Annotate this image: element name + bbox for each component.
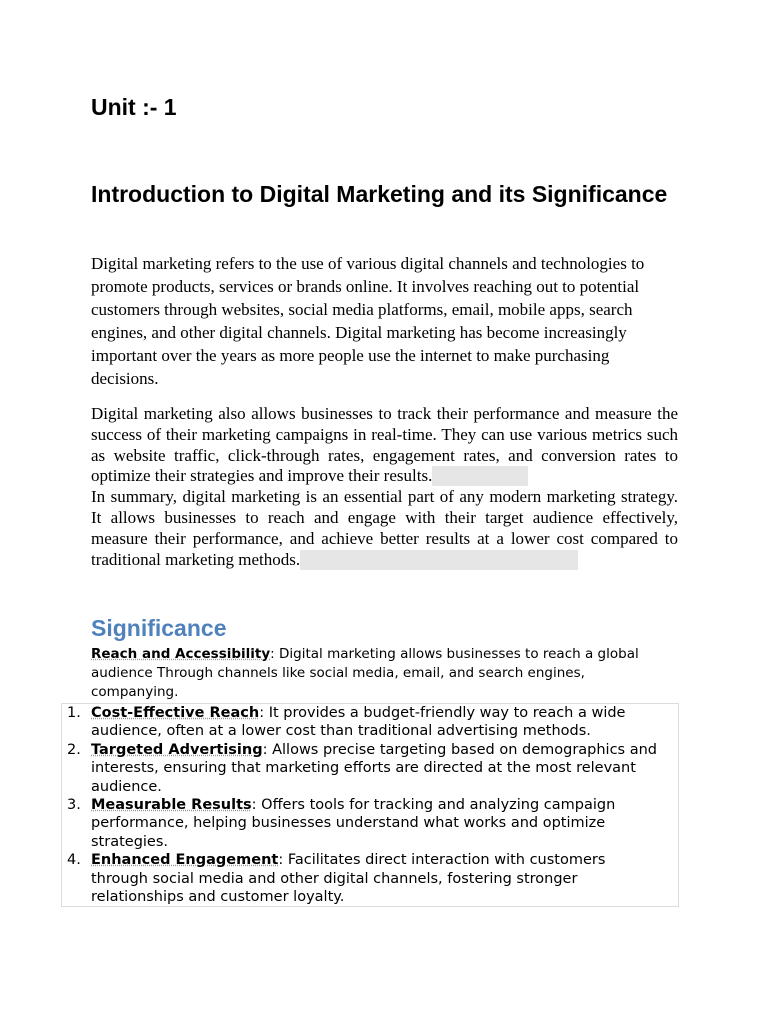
item-text: : Digital marketing allows businesses to reach a global audience Through channels like social media, email, and search engines, companying. <box>91 646 639 700</box>
item-term: Targeted Advertising <box>91 741 263 758</box>
list-number: 2. <box>67 741 81 758</box>
list-item <box>67 796 666 851</box>
summary-paragraph <box>91 404 678 570</box>
reach-accessibility-item <box>91 645 671 702</box>
unit-heading: Unit :- 1 <box>91 94 177 120</box>
highlight-mark <box>300 550 578 570</box>
list-item <box>67 741 666 796</box>
item-term: Measurable Results <box>91 797 252 814</box>
significance-heading: Significance <box>91 615 227 641</box>
list-number: 4. <box>67 852 81 869</box>
list-item <box>67 851 666 906</box>
item-text: : Facilitates direct interaction with customers through social media and other digital channels, fostering stronger relationships and customer loyalty. <box>91 852 606 906</box>
item-term: Cost-Effective Reach <box>91 705 260 721</box>
item-text: : It provides a budget-friendly way to reach a wide audience, often at a lower cost than traditional advertising methods. <box>91 705 626 740</box>
item-term: Enhanced Engagement <box>91 852 279 869</box>
page-title: Introduction to Digital Marketing and its Significance <box>91 181 668 207</box>
list-item <box>67 704 666 741</box>
list-number: 1. <box>67 705 81 721</box>
item-term: Reach and Accessibility <box>91 646 271 662</box>
intro-paragraph: Digital marketing refers to the use of various digital channels and technologies to promote products, services or brands online. It involves reaching out to potential customers through websites, social media platforms, email, mobile apps, search engines, and other digital channels. Digital marketing has become increasingly important over the years as more people use the internet to make purchasing decisions. <box>91 254 645 388</box>
item-text: : Allows precise targeting based on demographics and interests, ensuring that marketing efforts are directed at the most relevant audience. <box>91 741 658 795</box>
performance-text: Digital marketing also allows businesses to track their performance and measure the success of their marketing campaigns in real-time. They can use various metrics such as website traffic, click-through rates, engagement rates, and conversion rates to optimize their strategies and improve their results. <box>91 404 678 486</box>
highlight-mark <box>432 466 528 486</box>
summary-text: In summary, digital marketing is an essential part of any modern marketing strategy. It allows businesses to reach and engage with their target audience effectively, measure their performance, and achieve better results at a lower cost compared to traditional marketing methods. <box>91 487 678 569</box>
item-text: : Offers tools for tracking and analyzing campaign performance, helping businesses understand what works and optimize strategies. <box>91 797 616 850</box>
list-number: 3. <box>67 797 81 814</box>
significance-list <box>67 704 666 906</box>
